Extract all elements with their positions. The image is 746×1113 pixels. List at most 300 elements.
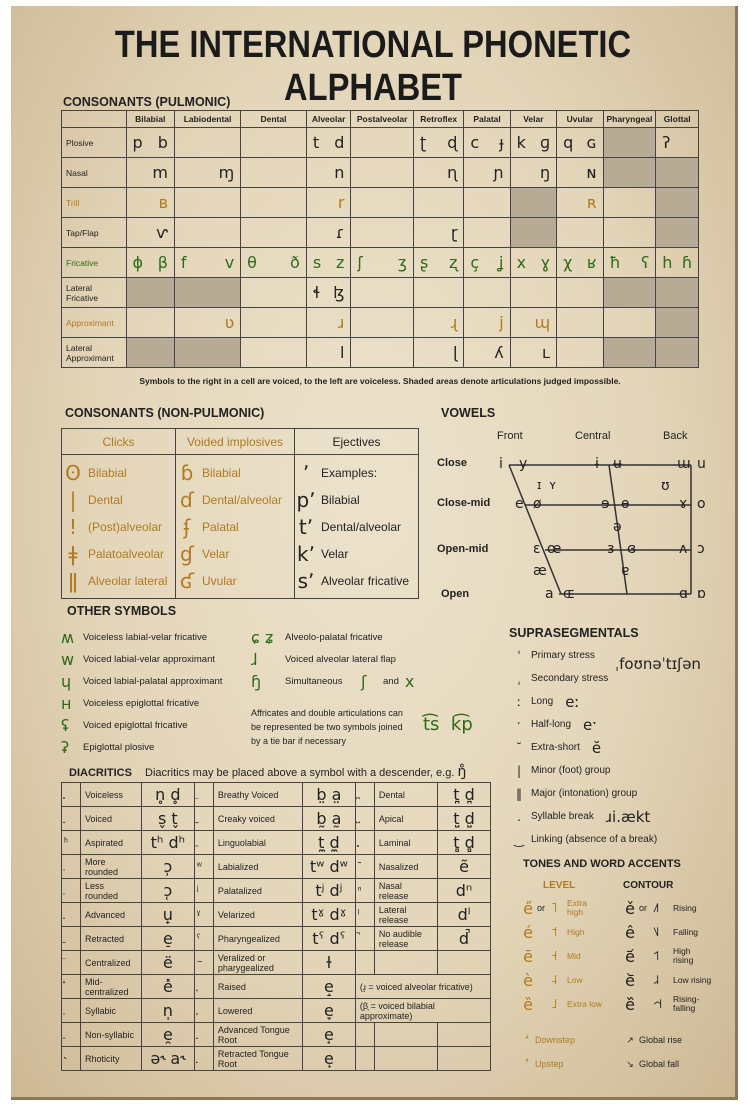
clicks-label: (Post)alveolar (88, 519, 163, 534)
diacritic-example: s̬ t̬ (141, 807, 194, 831)
pulmonic-cell (557, 248, 603, 278)
diacritic-example: t̪ d̪ (438, 783, 491, 807)
other-symbol-item (61, 648, 251, 670)
pulmonic-row-label: Plosive (62, 128, 127, 158)
diacritic-row (62, 999, 491, 1023)
vowel-oe: œ (547, 541, 562, 557)
pulmonic-cell (126, 128, 174, 158)
diacritic-example: b̤ a̤ (302, 783, 355, 807)
pulmonic-cell (464, 218, 510, 248)
supra-mark: ‖ (516, 786, 522, 801)
cell-symbols (464, 133, 509, 152)
supra-item (511, 759, 721, 782)
voiced-symbol: ʕ (641, 253, 650, 272)
pulmonic-cell (510, 158, 556, 188)
diacritic-name: Nasalized (378, 861, 419, 872)
diacritic-example: d̚ (438, 927, 491, 951)
tone-contour-symbol: ê (625, 922, 635, 942)
voiced-symbol: ʝ (499, 253, 504, 272)
diacritic-example: tʰ dʰ (141, 831, 194, 855)
ejectives-symbol: ʼ (302, 460, 310, 485)
ejectives-item (295, 540, 418, 567)
diacritic-name: Voiceless (85, 789, 124, 800)
diacritic-example: e̝ (302, 975, 355, 999)
diacritic-name: Lateral release (378, 904, 409, 925)
downstep-icon: ꜜ (524, 1035, 530, 1045)
diacritic-label (213, 1047, 302, 1071)
diacritic-label (213, 879, 302, 903)
tone-level-symbol: ȅ (523, 994, 533, 1014)
voiceless-symbol: ʂ (419, 253, 429, 272)
diacritic-label (213, 903, 302, 927)
cell-symbols (511, 253, 556, 272)
diacritic-mark: ʷ (194, 855, 213, 879)
diacritic-row (62, 831, 491, 855)
voiceless-symbol: ħ (609, 253, 621, 272)
diacritic-label (81, 1047, 142, 1071)
voiced-symbol: ɢ (586, 133, 597, 152)
nonpulmonic-heading: CONSONANTS (NON-PULMONIC) (65, 406, 265, 420)
voiced-symbol: ʙ (158, 193, 168, 212)
pulmonic-cell (306, 218, 351, 248)
cell-symbols (464, 163, 509, 182)
other-symbol-label: Voiced epiglottal fricative (83, 719, 188, 731)
pulmonic-cell (656, 158, 699, 188)
global-rise-icon: ↗ (626, 1034, 634, 1045)
diacritic-mark: ~ (194, 951, 213, 975)
diacritic-name: More rounded (85, 856, 119, 877)
pulmonic-cell (510, 188, 556, 218)
other-symbol: ɕ ʑ (251, 627, 274, 647)
ejectives-symbol: kʼ (297, 541, 315, 566)
upstep (519, 1059, 621, 1069)
diacritic-name: Velarized (217, 909, 255, 920)
diacritic-example: e̞ (302, 999, 355, 1023)
supra-example: ɹi.ækt (605, 807, 651, 826)
diacritic-name: Raised (217, 981, 246, 992)
pulmonic-row-label: Lateral Approximant (62, 338, 127, 368)
supra-mark: ˑ (516, 717, 522, 732)
vowel-turned-a: ɐ (621, 563, 630, 579)
ejectives-symbol: sʼ (297, 568, 315, 593)
pulmonic-row (62, 278, 699, 308)
diacritic-example: dⁿ (438, 879, 491, 903)
upstep-label: Upstep (535, 1059, 564, 1069)
pulmonic-col-header: Palatal (464, 111, 510, 128)
voiced-symbol: ʟ (541, 343, 551, 362)
diacritic-name: Creaky voiced (217, 813, 275, 824)
pulmonic-col-header: Glottal (656, 111, 699, 128)
supra-label: Minor (foot) group (531, 765, 611, 776)
pulmonic-cell (174, 128, 240, 158)
vowel-barred-o: ɵ (621, 496, 630, 512)
vowel-central-label: Central (575, 430, 611, 442)
vowels-heading: VOWELS (441, 406, 496, 420)
diacritic-note: (ɹ̝ = voiced alveolar fricative) (355, 975, 490, 999)
pulmonic-cell (464, 338, 510, 368)
diacritic-mark (194, 1023, 213, 1047)
implosives-item (176, 459, 294, 486)
downstep-label: Downstep (535, 1035, 576, 1045)
pulmonic-cell (413, 218, 463, 248)
ejectives-item (295, 459, 418, 486)
pulmonic-table (61, 110, 699, 368)
diacritic-name: Apical (378, 813, 404, 824)
other-symbols-right (251, 626, 511, 746)
clicks-label: Palatoalveolar (88, 546, 165, 561)
pulmonic-cell (413, 128, 463, 158)
ejectives-symbol: tʼ (298, 514, 314, 539)
diacritic-label (213, 1023, 302, 1047)
other-symbol-label: Voiced alveolar lateral flap (285, 653, 396, 665)
pulmonic-cell (557, 278, 603, 308)
cell-symbols (414, 343, 463, 362)
cell-symbols (511, 163, 556, 182)
diacritic-name: Dental (378, 789, 405, 800)
vowel-openmid-label: Open-mid (437, 543, 489, 555)
diacritic-example: ɫ (302, 951, 355, 975)
diacritic-label (81, 951, 142, 975)
diacritic-label (81, 831, 142, 855)
voiced-symbol: ɱ (218, 163, 235, 182)
other-symbol-label: Voiced labial-velar approximant (83, 653, 216, 665)
diacritic-name: Veralized or pharygealized (217, 952, 274, 973)
diacritic-example: n̩ (141, 999, 194, 1023)
global-rise-label: Global rise (639, 1034, 683, 1045)
stress-example: ˌfoʊnəˈtɪʃən (615, 655, 701, 673)
cell-symbols (127, 193, 174, 212)
diacritic-mark (194, 831, 213, 855)
ejectives-header: Ejectives (295, 429, 419, 455)
tone-contour-label: Falling (673, 926, 699, 937)
supra-mark: | (516, 763, 522, 778)
tone-contour-bar: ˦˥ (653, 948, 660, 964)
pulmonic-cell (306, 128, 351, 158)
diacritic-name: Advanced (85, 909, 126, 920)
voiceless-symbol: k (516, 133, 526, 152)
diacritic-mark: ⁿ (355, 879, 374, 903)
voiced-symbol: ɡ (539, 133, 551, 152)
pulmonic-cell (306, 278, 351, 308)
vowel-barred-u: ʉ (613, 456, 622, 472)
diacritic-mark (355, 927, 374, 951)
voiced-symbol: ʀ (586, 193, 597, 212)
diacritic-example: ɔ̹ (141, 855, 194, 879)
voiced-symbol: ɻ (450, 313, 458, 332)
tone-contour-symbol: e᷈ (625, 994, 635, 1014)
pulmonic-cell (126, 308, 174, 338)
diacritic-row (62, 927, 491, 951)
voiced-symbol: ŋ (539, 163, 551, 182)
cell-symbols (414, 313, 463, 332)
pulmonic-corner (62, 111, 127, 128)
clicks-item (62, 513, 175, 540)
cell-symbols (414, 133, 463, 152)
cell-symbols (557, 163, 602, 182)
voiced-symbol: ɽ (450, 223, 458, 242)
voiced-symbol: v (224, 253, 235, 272)
cell-symbols (307, 223, 351, 242)
tone-contour-symbol: e᷅ (625, 970, 635, 990)
diacritic-label (213, 831, 302, 855)
diacritic-mark (355, 855, 374, 879)
tone-contour-bar: ˧˦˧ (653, 996, 663, 1012)
diacritic-example: e̙ (302, 1047, 355, 1071)
pulmonic-cell (510, 128, 556, 158)
vowel-open-o: ɔ (697, 541, 705, 557)
implosives-label: Bilabial (202, 465, 241, 480)
pulmonic-cell (464, 248, 510, 278)
other-symbol: ʜ (61, 693, 72, 713)
pulmonic-col-header: Postalveolar (351, 111, 414, 128)
voiced-symbol: ɲ (493, 163, 504, 182)
supra-example: eˑ (583, 715, 598, 734)
tone-contour-label: Low rising (673, 974, 712, 985)
pulmonic-col-header: Bilabial (126, 111, 174, 128)
diacritic-mark: ˡ (355, 903, 374, 927)
cell-symbols (464, 343, 509, 362)
vowel-a: a (545, 586, 554, 602)
pulmonic-cell (413, 308, 463, 338)
supra-mark: ‿ (514, 832, 524, 847)
vowel-front-label: Front (497, 430, 523, 442)
diacritic-mark (62, 807, 81, 831)
diacritic-mark (355, 951, 374, 975)
pulmonic-cell (510, 338, 556, 368)
diacritic-label (374, 807, 437, 831)
diacritic-label (213, 927, 302, 951)
supra-label: Primary stress (531, 650, 595, 661)
diacritic-mark (62, 855, 81, 879)
pulmonic-cell (656, 248, 699, 278)
diacritic-row (62, 975, 491, 999)
diacritic-row (62, 807, 491, 831)
tone-contour (621, 995, 713, 1014)
tone-level-bar: ˦ (551, 924, 558, 940)
diacritic-mark (62, 879, 81, 903)
cell-symbols (241, 253, 306, 272)
diacritic-mark (62, 975, 81, 999)
implosives-symbol: ʛ (179, 568, 195, 593)
diacritic-example: e̠ (141, 927, 194, 951)
diacritic-mark: ˞ (62, 1047, 81, 1071)
pulmonic-row (62, 248, 699, 278)
diacritic-mark (194, 975, 213, 999)
cell-symbols (175, 163, 240, 182)
voiced-symbol: ɹ (337, 313, 345, 332)
diacritic-label (81, 975, 142, 999)
voiceless-symbol: s (312, 253, 322, 272)
pulmonic-row-label: Approximant (62, 308, 127, 338)
supra-label: Secondary stress (531, 673, 609, 684)
pulmonic-cell (241, 218, 307, 248)
tone-row (519, 992, 729, 1016)
pulmonic-cell (557, 338, 603, 368)
other-symbol: ʢ (61, 715, 70, 735)
other-symbol-item (61, 714, 251, 736)
tone-level-bar: ˨ (551, 972, 558, 988)
implosives-item (176, 540, 294, 567)
diacritic-mark (355, 807, 374, 831)
diacritic-row (62, 879, 491, 903)
cell-symbols (127, 163, 174, 182)
diacritic-label (81, 807, 142, 831)
tone-level (519, 923, 621, 942)
diacritic-label (81, 783, 142, 807)
ejectives-item (295, 486, 418, 513)
pulmonic-row (62, 188, 699, 218)
pulmonic-row (62, 218, 699, 248)
diacritic-row (62, 903, 491, 927)
tone-level (519, 899, 621, 918)
supra-list (511, 644, 721, 851)
tone-level-label: Extra low (567, 998, 602, 1009)
cell-symbols (307, 343, 351, 362)
implosives-label: Uvular (202, 573, 237, 588)
pulmonic-heading: CONSONANTS (PULMONIC) (63, 95, 231, 109)
ejectives-item (295, 513, 418, 540)
ipa-poster (11, 6, 738, 1100)
diacritic-label (81, 1023, 142, 1047)
tone-contour (621, 923, 713, 942)
tone-row (519, 896, 729, 920)
diacritic-mark (62, 1023, 81, 1047)
diacritic-row (62, 1047, 491, 1071)
diacritic-label (213, 975, 302, 999)
supra-item (511, 805, 721, 828)
diacritic-example: n̥ d̥ (141, 783, 194, 807)
pulmonic-cell (126, 278, 174, 308)
cell-symbols (557, 253, 602, 272)
nonpulmonic-table (61, 428, 419, 599)
diacritic-name: Aspirated (85, 837, 124, 848)
other-symbol-label: Voiceless labial-velar fricative (83, 631, 208, 643)
cell-symbols (656, 253, 698, 272)
tone-row (519, 944, 729, 968)
diacritic-example: t̼ d̼ (302, 831, 355, 855)
clicks-label: Dental (88, 492, 123, 507)
pulmonic-cell (464, 278, 510, 308)
pulmonic-cell (557, 128, 603, 158)
pulmonic-cell (603, 158, 656, 188)
voiceless-symbol: c (470, 133, 480, 152)
ejectives-label: Alveolar fricative (321, 573, 410, 588)
voiced-symbol: ʐ (449, 253, 458, 272)
pulmonic-cell (174, 338, 240, 368)
cell-symbols (414, 223, 463, 242)
diacritic-label (374, 1047, 437, 1071)
cell-symbols (656, 133, 698, 152)
diacritic-mark (62, 903, 81, 927)
supra-label: Linking (absence of a break) (531, 834, 658, 845)
tone-level-bar: ˥ (551, 900, 558, 916)
tone-contour-bar: ˩˥ (653, 900, 660, 916)
tones-list (519, 896, 729, 1016)
pulmonic-cell (306, 338, 351, 368)
cell-symbols (557, 193, 602, 212)
pulmonic-cell (413, 188, 463, 218)
pulmonic-cell (306, 188, 351, 218)
implosives-item (176, 567, 294, 594)
vowel-chart (429, 426, 729, 606)
diacritics-heading: DIACRITICS (69, 767, 132, 779)
voiceless-symbol: ʃ (357, 253, 363, 272)
diacritic-example: u̟ (141, 903, 194, 927)
diacritic-example: tʲ dʲ (302, 879, 355, 903)
ejectives-item (295, 567, 418, 594)
other-symbol-label: Alveolo-palatal fricative (285, 631, 383, 643)
diacritic-example (438, 1047, 491, 1071)
diacritic-mark: ˤ (194, 927, 213, 951)
voiced-symbol: ʒ (397, 253, 407, 272)
pulmonic-cell (603, 248, 656, 278)
other-symbols-left (61, 626, 251, 758)
diacritic-mark: ʰ (62, 831, 81, 855)
diacritic-label (374, 927, 437, 951)
pulmonic-row (62, 158, 699, 188)
supra-heading: SUPRASEGMENTALS (509, 626, 639, 640)
pulmonic-cell (241, 308, 307, 338)
voiced-symbol: r (337, 193, 345, 212)
pulmonic-col-header: Dental (241, 111, 307, 128)
cell-symbols (175, 253, 240, 272)
vowel-small-i: ɪ (537, 478, 542, 492)
pulmonic-cell (413, 338, 463, 368)
diacritic-row (62, 1023, 491, 1047)
supra-item (511, 736, 721, 759)
simultaneous-extra (361, 670, 427, 692)
voiceless-symbol: p (132, 133, 143, 152)
diacritic-name: Palatalized (217, 885, 262, 896)
diacritic-example: dˡ (438, 903, 491, 927)
voiced-symbol: d (334, 133, 345, 152)
diacritic-name: Laminal (378, 837, 411, 848)
pulmonic-cell (241, 188, 307, 218)
cell-symbols (127, 223, 174, 242)
clicks-label: Bilabial (88, 465, 127, 480)
tone-level (519, 995, 621, 1014)
tie-bar-examples (423, 714, 473, 735)
supra-mark: ˘ (516, 740, 522, 755)
vowel-o: o (697, 496, 706, 512)
diacritic-example: ɔ̜ (141, 879, 194, 903)
other-symbol-item (61, 626, 251, 648)
tone-contour-bar: ˥˩ (653, 924, 660, 940)
diacritic-label (81, 879, 142, 903)
tone-contour-label: High rising (673, 946, 694, 965)
other-symbol: ɥ (61, 671, 72, 691)
supra-label: Major (intonation) group (531, 788, 638, 799)
clicks-label: Alveolar lateral (88, 573, 168, 588)
pulmonic-row-label: Trill (62, 188, 127, 218)
vowel-closemid-label: Close-mid (437, 497, 491, 509)
clicks-item (62, 486, 175, 513)
pulmonic-cell (464, 158, 510, 188)
tone-contour-label: Rising-falling (673, 994, 700, 1013)
diacritic-label (374, 951, 437, 975)
pulmonic-cell (126, 188, 174, 218)
pulmonic-cell (306, 308, 351, 338)
simul-x: x (404, 671, 415, 691)
other-symbol-item (61, 692, 251, 714)
pulmonic-cell (351, 218, 414, 248)
global-fall-label: Global fall (639, 1058, 680, 1069)
ejectives-label: Bilabial (321, 492, 360, 507)
diacritics-table (61, 782, 491, 1071)
other-symbol-item (61, 736, 251, 758)
diacritic-example: b̰ a̰ (302, 807, 355, 831)
supra-item (511, 713, 721, 736)
